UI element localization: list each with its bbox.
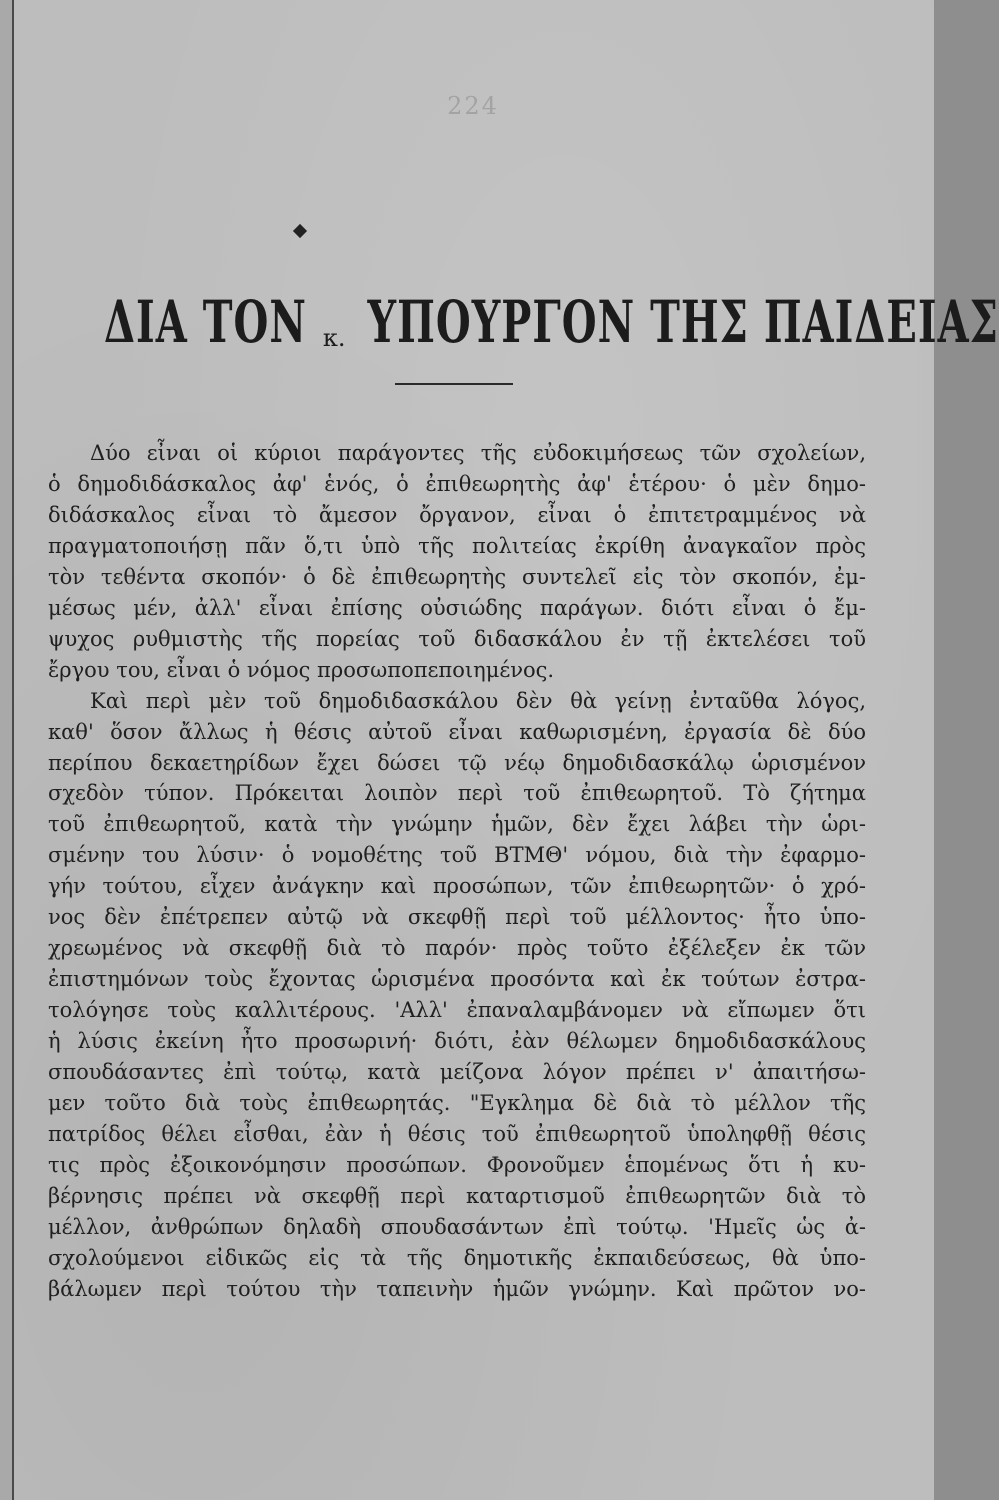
text-line: μέλλον, ἀνθρώπων δηλαδὴ σπουδασάντων ἐπὶ τούτῳ. 'Ημεῖς ὡς ἀ- [48, 1214, 866, 1239]
text-line: ὁ δημοδιδάσκαλος ἀφ' ἑνός, ὁ ἐπιθεωρητὴς ἀφ' ἑτέρου· ὁ μὲν δημο- [48, 471, 866, 496]
text-line: Δύο εἶναι οἱ κύριοι παράγοντες τῆς εὐδοκιμήσεως τῶν σχολείων, [90, 441, 866, 465]
article-heading [104, 282, 999, 357]
text-line: μέσως μέν, ἀλλ' εἶναι ἐπίσης οὐσιώδης παράγων. διότι εἶναι ὁ ἔμ- [48, 595, 866, 620]
text-line: σχολούμενοι εἰδικῶς εἰς τὰ τῆς δημοτικῆς ἐκπαιδεύσεως, θὰ ὑπο- [48, 1245, 866, 1270]
text-line: χρεωμένος νὰ σκεφθῇ διὰ τὸ παρόν· πρὸς τοῦτο ἐξέλεξεν ἐκ τῶν [48, 936, 866, 961]
text-line: καθ' ὅσον ἄλλως ἡ θέσις αὐτοῦ εἶναι καθωρισμένη, ἐργασία δὲ δύο [48, 719, 866, 744]
heading-rule [395, 383, 513, 385]
text-line: Καὶ περὶ μὲν τοῦ δημοδιδασκάλου δὲν θὰ γείνῃ ἐνταῦθα λόγος, [90, 688, 866, 713]
text-line: διδάσκαλος εἶναι τὸ ἄμεσον ὄργανον, εἶναι ὁ ἐπιτετραμμένος νὰ [48, 502, 866, 527]
text-line: τὸν τεθέντα σκοπόν· ὁ δὲ ἐπιθεωρητὴς συντελεῖ εἰς τὸν σκοπόν, ἐμ- [48, 564, 866, 589]
page-number: 224 [447, 92, 499, 120]
text-line: ψυχος ρυθμιστὴς τῆς πορείας τοῦ διδασκάλου ἐν τῇ ἐκτελέσει τοῦ [48, 626, 866, 651]
document-page [12, 0, 999, 1500]
text-line: ἔργου του, εἶναι ὁ νόμος προσωποπεποιημένος. [48, 657, 555, 682]
text-line: νος δὲν ἐπέτρεπεν αὐτῷ νὰ σκεφθῇ περὶ τοῦ μέλλοντος· ἦτο ὑπο- [48, 905, 866, 930]
text-line: μεν τοῦτο διὰ τοὺς ἐπιθεωρητάς. "Εγκλημα δὲ διὰ τὸ μέλλον τῆς [48, 1091, 866, 1116]
text-line: πραγματοποιήσῃ πᾶν ὅ,τι ὑπὸ τῆς πολιτείας ἐκρίθη ἀναγκαῖον πρὸς [48, 533, 866, 558]
heading-part-2: ΥΠΟΥΡΓΟΝ ΤΗΣ ΠΑΙΔΕΙΑΣ [367, 288, 999, 357]
text-line: βέρνησις πρέπει νὰ σκεφθῇ περὶ καταρτισμοῦ ἐπιθεωρητῶν διὰ τὸ [48, 1183, 866, 1208]
text-line: πατρίδος θέλει εἶσθαι, ἐὰν ἡ θέσις τοῦ ἐπιθεωρητοῦ ὑποληφθῇ θέσις [48, 1121, 866, 1146]
heading-abbreviation: κ. [322, 324, 346, 352]
text-line: τολόγησε τοὺς καλλιτέρους. 'Αλλ' ἐπαναλαμβάνομεν νὰ εἴπωμεν ὅτι [48, 998, 866, 1023]
text-line: περίπου δεκαετηρίδων ἔχει δώσει τῷ νέῳ δημοδιδασκάλῳ ὡρισμένον [48, 750, 866, 775]
text-line: τοῦ ἐπιθεωρητοῦ, κατὰ τὴν γνώμην ἡμῶν, δὲν ἔχει λάβει τὴν ὡρι- [48, 812, 866, 837]
text-line: γήν τούτου, εἶχεν ἀνάγκην καὶ προσώπων, τῶν ἐπιθεωρητῶν· ὁ χρό- [48, 874, 866, 899]
text-line: τις πρὸς ἐξοικονόμησιν προσώπων. Φρονοῦμεν ἑπομένως ὅτι ἡ κυ- [48, 1152, 866, 1177]
text-line: σπουδάσαντες ἐπὶ τούτῳ, κατὰ μείζονα λόγον πρέπει ν' ἀπαιτήσω- [48, 1060, 866, 1085]
heading-part-1: ΔΙΑ ΤΟΝ [104, 288, 307, 357]
text-line: ἡ λύσις ἐκείνη ἦτο προσωρινή· διότι, ἐὰν θέλωμεν δημοδιδασκάλους [48, 1029, 866, 1054]
body-text [48, 438, 866, 1305]
ornament-mark [293, 224, 307, 238]
text-line: σμένην του λύσιν· ὁ νομοθέτης τοῦ ΒΤΜΘ' νόμου, διὰ τὴν ἐφαρμο- [48, 843, 866, 868]
text-line: βάλωμεν περὶ τούτου τὴν ταπεινὴν ἡμῶν γνώμην. Καὶ πρῶτον νο- [48, 1276, 866, 1301]
text-line: ἐπιστημόνων τοὺς ἔχοντας ὡρισμένα προσόντα καὶ ἐκ τούτων ἐστρα- [48, 967, 866, 992]
text-line: σχεδὸν τύπον. Πρόκειται λοιπὸν περὶ τοῦ ἐπιθεωρητοῦ. Τὸ ζήτημα [48, 781, 866, 806]
